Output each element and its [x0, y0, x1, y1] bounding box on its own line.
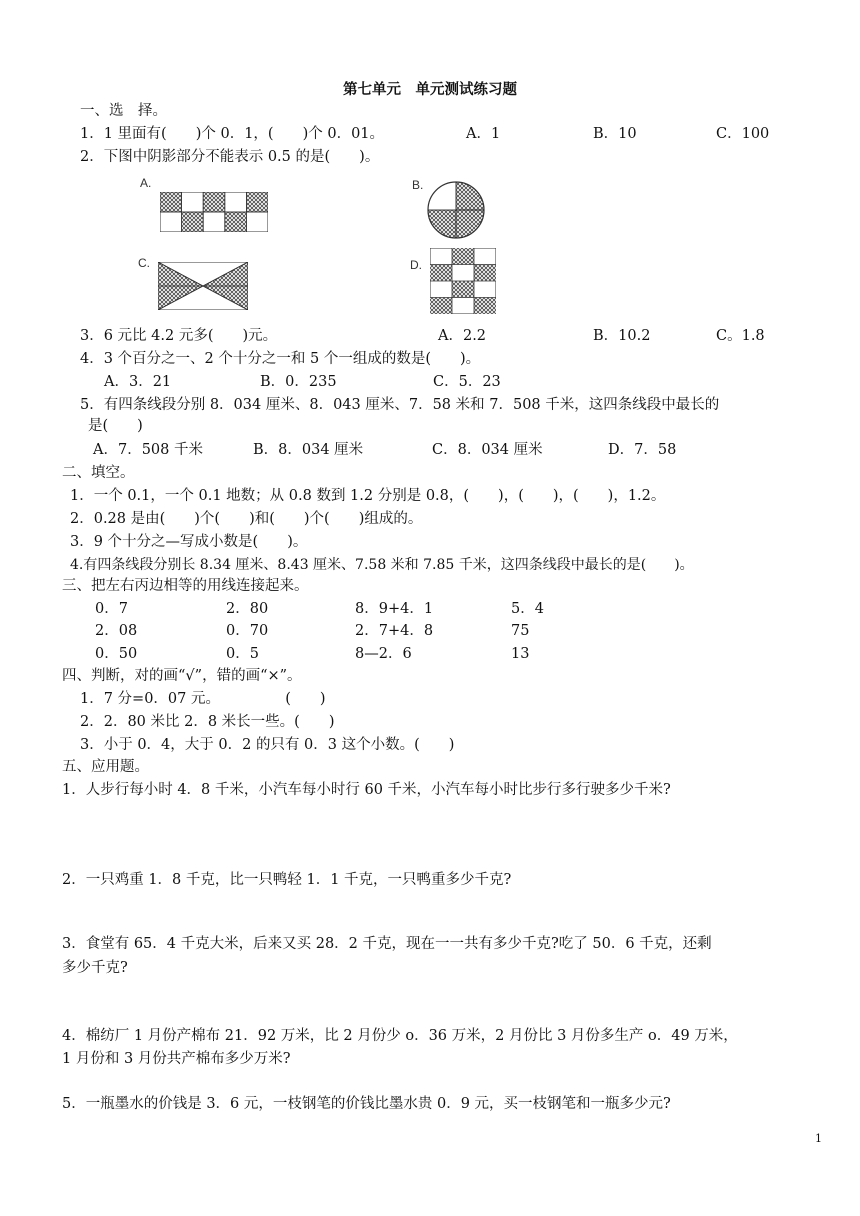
s1-q1-option-c: C．100 [716, 126, 770, 142]
match-cell: 8—2．6 [355, 646, 412, 662]
section-4-heading: 四、判断，对的画“√”，错的画“×”。 [62, 668, 302, 684]
s1-q3-option-c: C。1.8 [716, 328, 765, 344]
figure-label-a: A. [140, 176, 152, 190]
s2-question-4: 4.有四条线段分别长 8.34 厘米、8.43 厘米、7.58 米和 7.85 千米，这四条线段中最长的是( )。 [70, 557, 694, 573]
s4-question-2: 2．2．80 米比 2．8 米长一些。( ) [80, 714, 335, 730]
page-title: 第七单元 单元测试练习题 [343, 82, 517, 98]
s1-question-3: 3．6 元比 4.2 元多( )元。 [80, 328, 278, 344]
s1-q1-option-b: B．10 [593, 126, 637, 142]
s4-question-1: 1．7 分=0．07 元。 ( ) [80, 691, 326, 707]
match-cell: 13 [511, 646, 530, 662]
s5-question-1: 1．人步行每小时 4．8 千米，小汽车每小时行 60 千米，小汽车每小时比步行多行驶多少千米? [62, 782, 671, 798]
figure-label-c: C. [138, 256, 150, 270]
s1-q3-option-b: B．10.2 [593, 328, 651, 344]
match-cell: 2．80 [226, 601, 269, 617]
s2-question-3: 3．9 个十分之—写成小数是( )。 [70, 534, 308, 550]
s1-q4-option-b: B．0．235 [260, 374, 337, 390]
match-cell: 8．9+4．1 [355, 601, 434, 617]
match-cell: 2．7+4．8 [355, 623, 434, 639]
section-3-heading: 三、把左右丙边相等的用线连接起来。 [62, 578, 309, 594]
figure-label-d: D. [410, 258, 422, 272]
s1-q5-option-b: B．8．034 厘米 [253, 442, 364, 458]
s1-question-5: 5．有四条线段分别 8．034 厘米、8．043 厘米、7．58 米和 7．508 千米，这四条线段中最长的 [80, 397, 720, 413]
figure-a-grid [160, 192, 268, 232]
s1-q4-option-c: C．5．23 [433, 374, 501, 390]
s5-question-5: 5．一瓶墨水的价钱是 3．6 元，一枝钢笔的价钱比墨水贵 0．9 元，买一枝钢笔和一瓶多少元? [62, 1096, 671, 1112]
s1-question-4: 4．3 个百分之一、2 个十分之一和 5 个一组成的数是( )。 [80, 351, 481, 367]
match-cell: 0．70 [226, 623, 269, 639]
page-number: 1 [815, 1132, 822, 1145]
match-cell: 5．4 [511, 601, 544, 617]
s2-question-2: 2．0.28 是由( )个( )和( )个( )组成的。 [70, 511, 423, 527]
s1-q5-option-a: A．7．508 千米 [93, 442, 203, 458]
section-2-heading: 二、填空。 [62, 465, 135, 481]
section-5-heading: 五、应用题。 [62, 759, 149, 775]
s1-q3-option-a: A．2.2 [438, 328, 487, 344]
s5-question-3: 3．食堂有 65．4 千克大米，后来又买 28．2 千克，现在一一共有多少千克?吃了 50．6 千克，还剩 [62, 936, 712, 952]
s2-question-1: 1．一个 0.1，一个 0.1 地数；从 0.8 数到 1.2 分别是 0.8，( )，( )，( )，1.2。 [70, 488, 666, 504]
match-cell: 0．50 [95, 646, 138, 662]
match-cell: 2．08 [95, 623, 138, 639]
match-cell: 75 [511, 623, 530, 639]
s5-question-3-cont: 多少千克? [62, 960, 128, 976]
figure-b-circle [426, 180, 486, 240]
match-cell: 0．7 [95, 601, 128, 617]
s1-q5-option-d: D．7．58 [608, 442, 677, 458]
figure-d-grid [430, 248, 496, 314]
s1-q4-option-a: A．3．21 [104, 374, 172, 390]
section-1-heading: 一、选 择。 [80, 103, 167, 119]
s5-question-4-cont: 1 月份和 3 月份共产棉布多少万米? [62, 1051, 291, 1067]
s1-q1-option-a: A．1 [466, 126, 501, 142]
figure-label-b: B. [412, 178, 424, 192]
s1-question-2: 2．下图中阴影部分不能表示 0.5 的是( )。 [80, 149, 380, 165]
s1-q5-option-c: C．8．034 厘米 [432, 442, 543, 458]
figure-c-triangles [158, 262, 248, 310]
s1-question-1: 1．1 里面有( )个 0．1，( )个 0．01。 [80, 126, 385, 142]
s4-question-3: 3．小于 0．4，大于 0．2 的只有 0．3 这个小数。( ) [80, 737, 455, 753]
s5-question-2: 2．一只鸡重 1．8 千克，比一只鸭轻 1．1 千克，一只鸭重多少千克? [62, 872, 512, 888]
match-cell: 0．5 [226, 646, 259, 662]
s5-question-4: 4．棉纺厂 1 月份产棉布 21．92 万米，比 2 月份少 o．36 万米，2 月份比 3 月份多生产 o．49 万米， [62, 1028, 738, 1044]
s1-question-5-cont: 是( ) [88, 418, 143, 434]
